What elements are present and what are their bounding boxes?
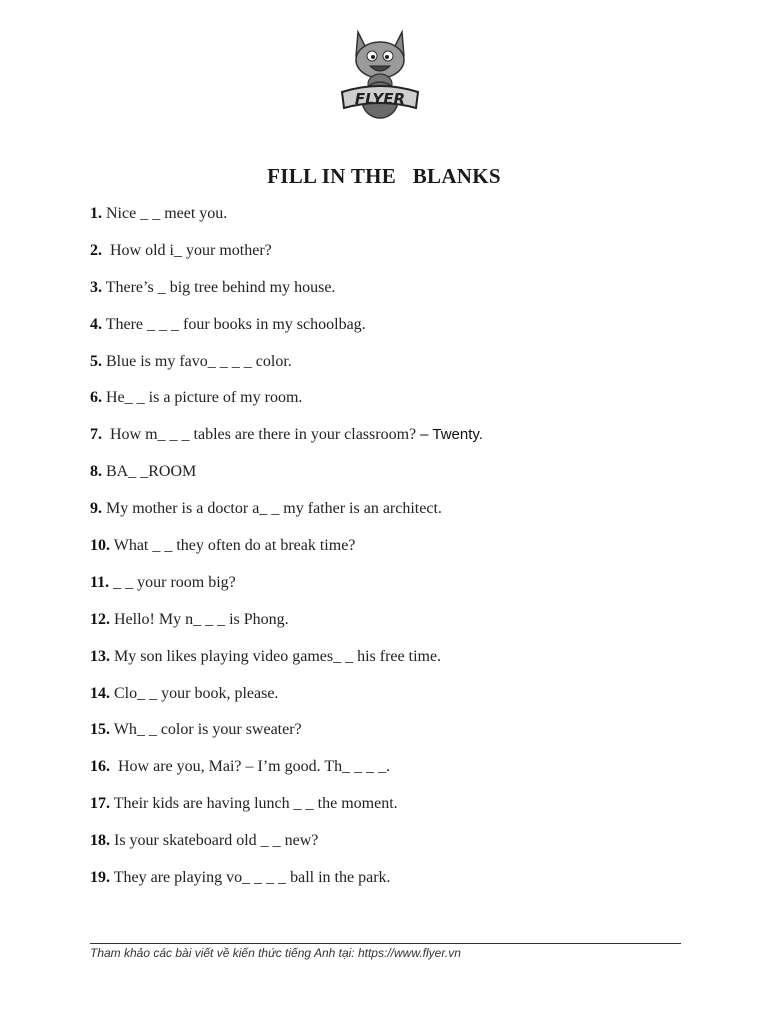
question-text: My mother is a doctor a_ _ my father is an architect.	[102, 500, 442, 518]
question-item	[90, 719, 483, 756]
question-item	[90, 756, 483, 793]
question-number: 17.	[90, 795, 110, 813]
question-text: My son likes playing video games_ _ his free time.	[110, 647, 442, 665]
question-item	[90, 609, 483, 646]
question-number: 4.	[90, 315, 102, 333]
question-item	[90, 203, 483, 240]
question-number: 10.	[90, 537, 110, 555]
question-number: 14.	[90, 684, 110, 702]
question-number: 11.	[90, 573, 110, 591]
question-number: 7.	[90, 426, 102, 444]
question-item	[90, 683, 483, 720]
question-number: 6.	[90, 389, 102, 407]
question-text: _ _ your room big?	[109, 573, 236, 591]
question-number: 19.	[90, 869, 110, 887]
question-text: They are playing vo_ _ _ _ ball in the park.	[110, 869, 391, 887]
question-text: Clo_ _ your book, please.	[110, 684, 279, 702]
question-text: Wh_ _ color is your sweater?	[110, 721, 302, 739]
question-number: 3.	[90, 278, 102, 296]
question-number: 9.	[90, 500, 102, 518]
question-item	[90, 387, 483, 424]
question-number: 15.	[90, 721, 110, 739]
question-number: 16.	[90, 758, 110, 776]
question-text: Their kids are having lunch _ _ the moment.	[110, 795, 398, 813]
question-number: 1.	[90, 205, 102, 222]
question-item	[90, 314, 483, 351]
question-item	[90, 424, 483, 461]
question-number: 8.	[90, 463, 102, 481]
question-item	[90, 498, 483, 535]
footer-divider	[90, 943, 681, 944]
question-item	[90, 646, 483, 683]
flyer-logo	[336, 26, 424, 122]
question-item	[90, 535, 483, 572]
question-number: 2.	[90, 241, 102, 259]
question-item	[90, 277, 483, 314]
question-item	[90, 793, 483, 830]
question-text: BA_ _ROOM	[102, 463, 197, 481]
question-item	[90, 867, 483, 904]
question-text: How old i_ your mother?	[102, 241, 272, 259]
question-text: How are you, Mai? – I’m good. Th_ _ _ _.	[110, 758, 391, 776]
question-item	[90, 830, 483, 867]
fox-mascot-icon	[336, 26, 424, 122]
question-text: How m_ _ _ tables are there in your classroom?	[102, 426, 421, 444]
question-item	[90, 572, 483, 609]
question-text: Is your skateboard old _ _ new?	[110, 832, 319, 850]
question-text: Nice _ _ meet you.	[102, 205, 228, 222]
question-number: 18.	[90, 832, 110, 850]
question-item	[90, 351, 483, 388]
question-number: 5.	[90, 352, 102, 370]
question-item	[90, 240, 483, 277]
question-text: He_ _ is a picture of my room.	[102, 389, 303, 407]
question-answer-hint: – Twenty.	[420, 426, 483, 444]
page-title: FILL IN THE BLANKS	[267, 164, 501, 188]
question-number: 12.	[90, 610, 110, 628]
question-text: Blue is my favo_ _ _ _ color.	[102, 352, 292, 370]
question-text: There’s _ big tree behind my house.	[102, 278, 336, 296]
logo-text: FLYER	[354, 90, 406, 108]
question-text: Hello! My n_ _ _ is Phong.	[110, 610, 289, 628]
footer-reference-text: Tham khảo các bài viết về kiến thức tiếng Anh tại: https://www.flyer.vn	[90, 946, 461, 960]
question-text: What _ _ they often do at break time?	[110, 537, 356, 555]
question-number: 13.	[90, 647, 110, 665]
question-item	[90, 461, 483, 498]
question-text: There _ _ _ four books in my schoolbag.	[102, 315, 366, 333]
question-list	[90, 203, 483, 904]
